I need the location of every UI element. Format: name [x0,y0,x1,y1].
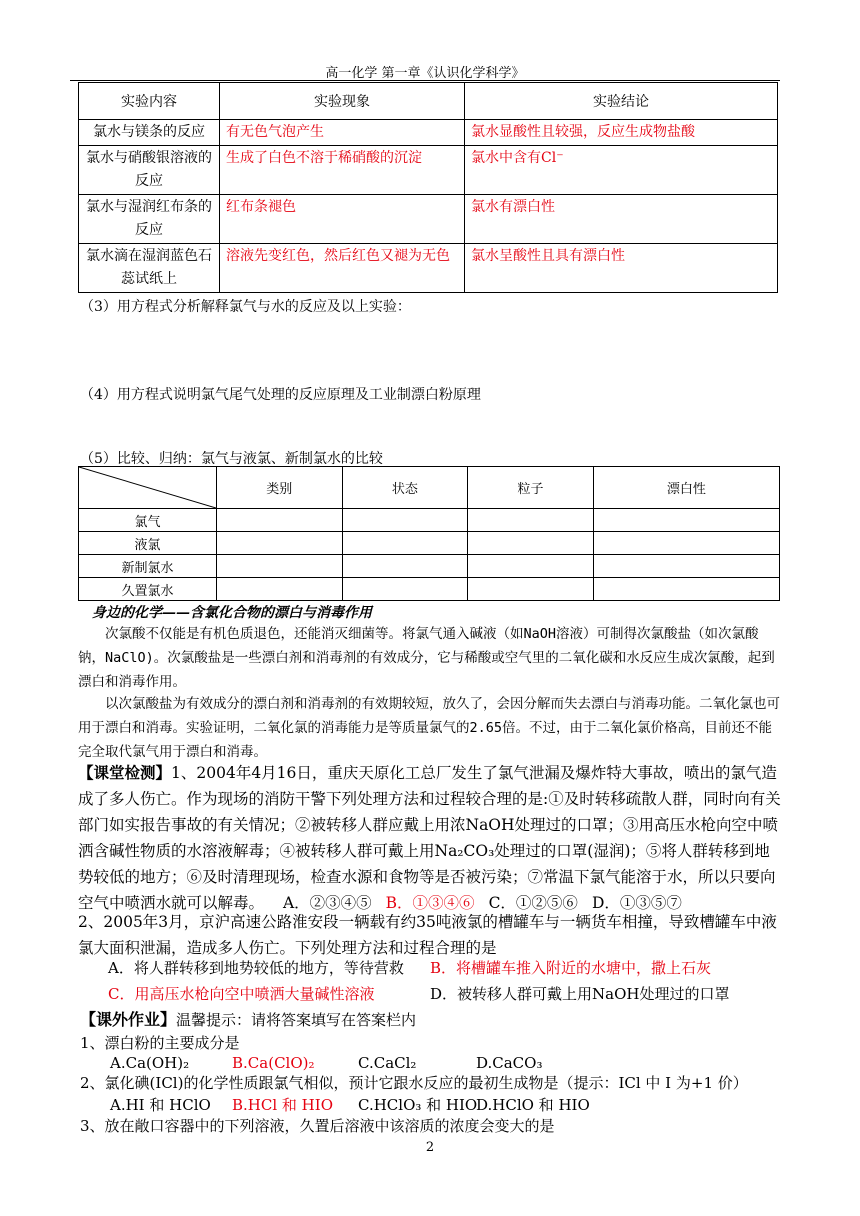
section-label: 【课堂检测】 [78,763,172,782]
question-4: （4）用方程式说明氯气尾气处理的反应原理及工业制漂白粉原理 [80,387,481,403]
option-c[interactable]: C.HClO₃ 和 HIO [358,1096,478,1114]
table-header-row [79,467,780,509]
question-5: （5）比较、归纳：氯气与液氯、新制氯水的比较 [80,451,383,467]
table-cell[interactable] [342,578,468,601]
experiment-content: 氯水与镁条的反应 [79,120,220,146]
experiment-phenomenon: 红布条褪色 [220,195,465,244]
table-cell[interactable] [593,578,779,601]
table-cell[interactable] [217,578,343,601]
experiment-conclusion: 氯水呈酸性且具有漂白性 [465,244,778,293]
row-label: 氯气 [79,509,217,532]
reading-paragraph: 以次氯酸盐为有效成分的漂白剂和消毒剂的有效期较短，放久了，会因分解而失去漂白与消毒功能。二氧化氯也可用于漂白和消毒。实验证明，二氧化氯的消毒能力是等质量氯气的2.65倍。不过，由于二氧化氯价格高，目前还不能完全取代氯气用于漂白和消毒。 [78,696,780,760]
column-header: 状态 [342,467,468,509]
experiment-conclusion: 氯水有漂白性 [465,195,778,244]
option-c[interactable]: C．用高压水枪向空中喷洒大量碱性溶液 [108,985,375,1003]
question-3: （3）用方程式分析解释氯气与水的反应及以上实验： [80,299,411,315]
table-row [79,532,780,555]
page-number: 2 [425,1140,435,1155]
table-cell[interactable] [468,532,594,555]
column-header: 实验内容 [79,83,220,120]
option-b[interactable]: B．将槽罐车推入附近的水塘中，撒上石灰 [430,959,712,977]
option-b[interactable]: B.Ca(ClO)₂ [232,1054,315,1072]
table-row [79,244,778,293]
homework-heading [80,1007,416,1030]
table-cell[interactable] [593,555,779,578]
table-cell[interactable] [593,509,779,532]
table-row [79,195,778,244]
option-a[interactable]: A．②③④⑤ [282,894,372,912]
table-cell[interactable] [468,509,594,532]
homework-question-2: 2、氯化碘(ICl)的化学性质跟氯气相似，预计它跟水反应的最初生成物是（提示：ICl 中 I 为+1 价） [80,1074,748,1092]
row-label: 久置氯水 [79,578,217,601]
option-c[interactable]: C.CaCl₂ [358,1054,417,1072]
table-cell[interactable] [468,578,594,601]
table-row [79,555,780,578]
table-cell[interactable] [342,532,468,555]
option-d[interactable]: D．被转移人群可戴上用NaOH处理过的口罩 [430,985,730,1003]
diagonal-header-cell [79,467,217,509]
option-d[interactable]: D.HClO 和 HIO [476,1096,590,1114]
column-header: 实验结论 [465,83,778,120]
question-1-text: 【课堂检测】1、2004年4月16日，重庆天原化工总厂发生了氯气泄漏及爆炸特大事故，喷出的氯气造成了多人伤亡。作为现场的消防干警下列处理方法和过程较合理的是:①及时转移疏散人群，同时向有关部门如实报告事故的有关情况；②被转移人群应戴上用浓NaOH处理过的口罩；③用高压水枪向空中喷洒含碱性物质的水溶液解毒；④被转移人群可戴上用Na₂CO₃处理过的口罩(湿润)；⑤将人群转移到地势较低的地方；⑥及时清理现场，检查水源和食物等是否被污染；⑦常温下氯气能溶于水，所以只要向空气中喷洒水就可以解毒。 A．②③④⑤ B．①③④⑥ C．①②⑤⑥ D．①③⑤⑦ [78,763,781,912]
option-a[interactable]: A.HI 和 HClO [110,1096,211,1114]
reading-title: 身边的化学——含氯化合物的漂白与消毒作用 [92,605,372,621]
experiment-conclusion: 氯水显酸性且较强，反应生成物盐酸 [465,120,778,146]
table-cell[interactable] [468,555,594,578]
table-row [79,509,780,532]
option-b[interactable]: B．①③④⑥ [385,894,475,912]
table-header-row [79,83,778,120]
table-row [79,578,780,601]
table-row [79,146,778,195]
table-cell[interactable] [217,555,343,578]
option-d[interactable]: D.CaCO₃ [476,1054,543,1072]
experiment-table [78,82,778,293]
question-2-text: 2、2005年3月，京沪高速公路淮安段一辆载有约35吨液氯的槽罐车与一辆货车相撞，导致槽罐车中液氯大面积泄漏，造成多人伤亡。下列处理方法和过程合理的是 [78,913,777,957]
table-cell[interactable] [217,532,343,555]
experiment-phenomenon: 有无色气泡产生 [220,120,465,146]
homework-tip: 温馨提示：请将答案填写在答案栏内 [176,1011,417,1029]
table-cell[interactable] [342,555,468,578]
row-label: 液氯 [79,532,217,555]
homework-question-3: 3、放在敞口容器中的下列溶液，久置后溶液中该溶质的浓度会变大的是 [80,1117,555,1135]
option-a[interactable]: A．将人群转移到地势较低的地方，等待营救 [108,959,404,977]
experiment-content: 氯水与湿润红布条的反应 [79,195,220,244]
section-label: 【课外作业】 [80,1010,177,1029]
table-row [79,120,778,146]
homework-question-1: 1、漂白粉的主要成分是 [80,1034,240,1052]
header-rule [70,80,780,81]
table-cell[interactable] [593,532,779,555]
row-label: 新制氯水 [79,555,217,578]
table-cell[interactable] [342,509,468,532]
experiment-phenomenon: 生成了白色不溶于稀硝酸的沉淀 [220,146,465,195]
experiment-phenomenon: 溶液先变红色，然后红色又褪为无色 [220,244,465,293]
experiment-content: 氯水滴在湿润蓝色石蕊试纸上 [79,244,220,293]
option-d[interactable]: D．①③⑤⑦ [591,894,682,912]
comparison-table [78,466,780,601]
experiment-conclusion: 氯水中含有Cl⁻ [465,146,778,195]
experiment-content: 氯水与硝酸银溶液的反应 [79,146,220,195]
column-header: 类别 [217,467,343,509]
column-header: 漂白性 [593,467,779,509]
column-header: 粒子 [468,467,594,509]
column-header: 实验现象 [220,83,465,120]
reading-paragraph: 次氯酸不仅能是有机色质退色，还能消灭细菌等。将氯气通入碱液（如NaOH溶液）可制得次氯酸盐（如次氯酸钠，NaClO)。次氯酸盐是一些漂白剂和消毒剂的有效成分，它与稀酸或空气里的二氧化碳和水反应生成次氯酸，起到漂白和消毒作用。 [78,626,775,690]
option-a[interactable]: A.Ca(OH)₂ [110,1054,190,1072]
table-cell[interactable] [217,509,343,532]
page-header: 高一化学 第一章《认识化学科学》 [325,66,525,81]
option-c[interactable]: C．①②⑤⑥ [488,894,578,912]
option-b[interactable]: B.HCl 和 HIO [232,1096,333,1114]
